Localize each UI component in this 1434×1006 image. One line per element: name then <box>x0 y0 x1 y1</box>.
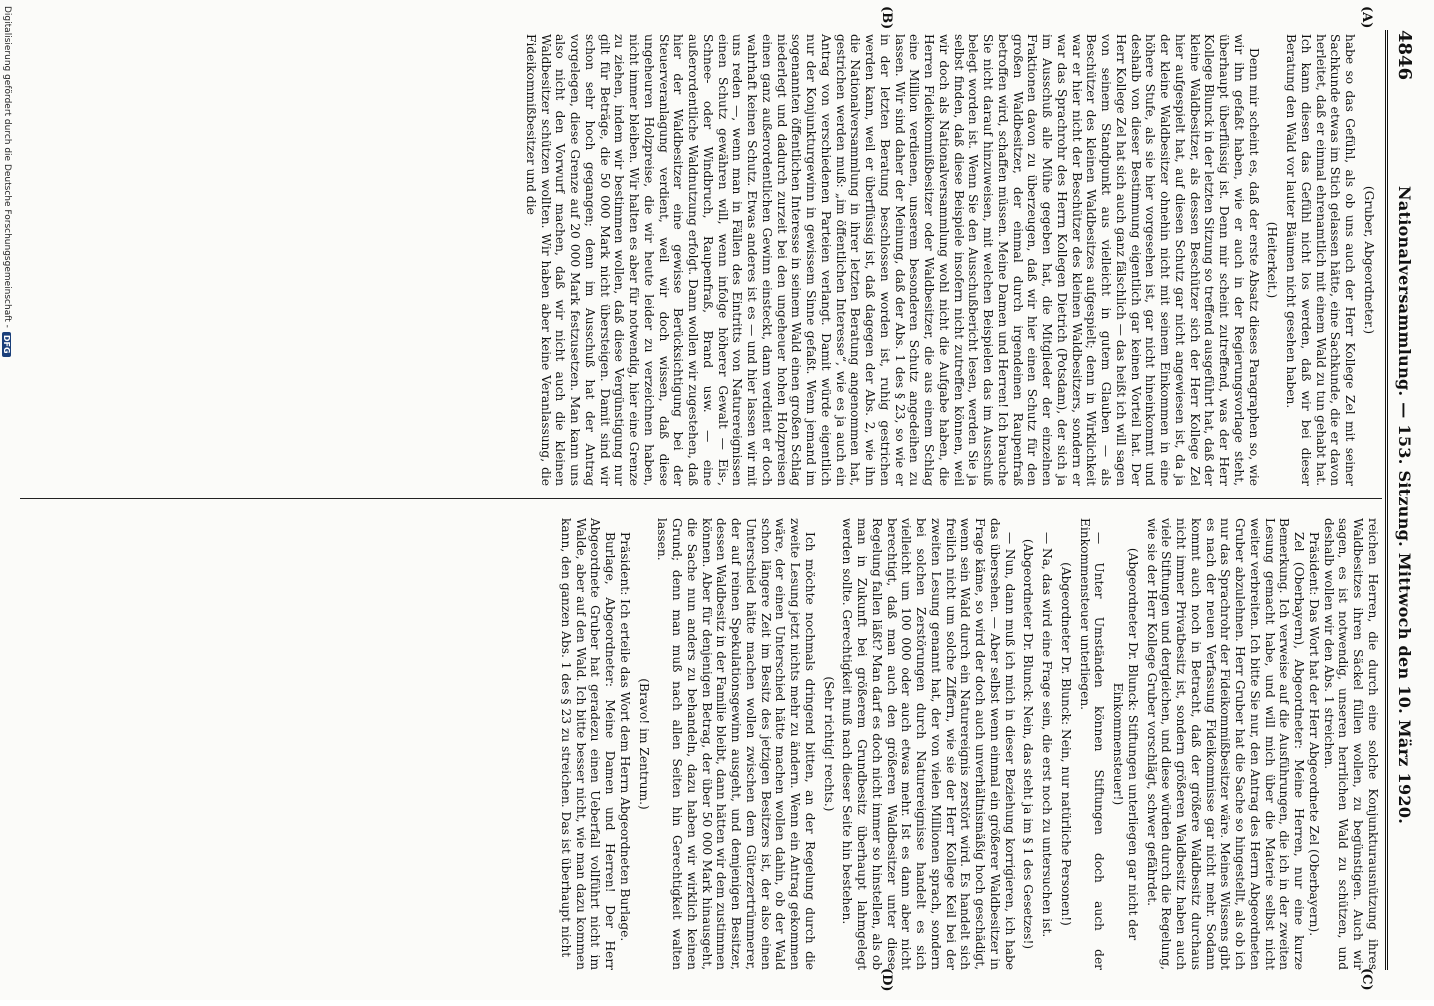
paragraph: — Unter Umständen können Stiftungen doch auch der Einkommensteuer unterliegen. <box>1077 518 1107 970</box>
speech-zel: Zel (Oberbayern), Abgeordneter: Meine Herren, nur eine kurze Bemerkung. Ich verweise auf die Ausführungen, die ich in der zweiten Lesung gemacht habe, und will mich über die Materie selbst nicht weiter verbreiten. Ich bitte Sie nur, den Antrag des Herrn Abgeordneten Gruber abzulehnen. Herr Gruber hat die Sache so hingestellt, als ob ich nur das Sprachrohr der Fideikommißbesitzer wäre. Meines Wissens gibt es nach der neuen Verfassung Fideikommisse gar nicht mehr. Sodann kommt auch noch in Betracht, daß der größere Waldbesitz durchaus nicht immer Privatbesitz ist, sondern größeren Waldbesitz haben auch viele Stiftungen und dergleichen, und diese würden durch die Regelung, wie sie der Herr Kollege Gruber vorschlägt, schwer gefährdet. <box>1144 518 1307 970</box>
president-statement: Präsident: Ich erteile das Wort dem Herrn Abgeordneten Burlage. <box>618 532 632 942</box>
column-divider <box>20 498 1382 499</box>
interjection: (Sehr richtig! rechts.) <box>821 676 836 812</box>
speech-burlage: Burlage, Abgeordneter: Meine Damen und Herren! Der Herr Abgeordnete Gruber hat geradezu einen Ueberfall vollführt nicht im Walde, aber auf den Wald. Ich bitte besser nicht, wie man dazu kommen kann, den ganzen Abs. 1 des § 23 zu streichen. Das ist überhaupt nicht <box>559 518 618 970</box>
margin-letter-b: (B) <box>879 6 894 30</box>
header-rule <box>1385 30 1388 970</box>
interjection: (Bravo! im Zentrum.) <box>636 678 651 810</box>
paragraph: Ich möchte nochmals dringend bitten, an der Regelung durch die zweite Lesung jetzt nichts mehr zu ändern. Wenn ein Antrag gekommen wäre, der einen Unterschied hätte machen wollen dahin, ob der Wald schon längere Zeit im Besitz des jetzigen Besitzers ist, der also einen Unterschied hätte machen wollen zwischen dem Güterzertrümmerer, der auf reinen Spekulationsgewinn ausgeht, und demjenigen Besitzer, dessen Waldbesitz in der Familie bleibt, dann hätten wir dem zustimmen können. Aber für denjenigen Betrag, der über 50 000 Mark hinausgeht, die Sache nun anders zu behandeln, dazu haben wir wirklich keinen Grund; denn man muß nach allen Seiten hin Gerechtigkeit walten lassen. <box>655 518 817 970</box>
paragraph: — Nun, dann muß ich mich in dieser Beziehung korrigieren, ich habe das übersehen. — Aber selbst wenn einmal ein größerer Waldbesitzer in Frage käme, so wird der doch auch unverhältnismäßig hoch geschädigt, wenn sein Wald durch ein Naturereignis zerstört wird. Es handelt sich freilich nicht um solche Ziffern, wie sie der Herr Kollege Keil bei der zweiten Lesung genannt hat, der von vielen Millionen sprach, sondern bei solchen Zerstörungen durch Naturereignisse handelt es sich vielleicht um 100 000 oder auch etwas mehr. Ist es dann aber nicht berechtigt, daß man auch den größeren Waldbesitzer unter diese Regelung fallen läßt? Man darf es doch nicht immer so hinstellen, als ob man in Zukunft bei größerem Grundbesitz überhaupt lahmgelegt werden sollte. Gerechtigkeit muß nach dieser Seite hin bestehen. <box>840 518 1017 970</box>
paragraph: habe so das Gefühl, als ob uns auch der Herr Kollege Zel mit seiner Sachkunde etwas im Stich gelassen hätte, eine Sachkunde, die er davon herleitet, daß er einmal ehrenamtlich mit einem Wald zu tun gehabt hat. Ich kann diesen das Gefühl nicht los werden, daß wir bei dieser Beratung den Wald vor lauter Bäumen nicht gesehen haben. <box>1284 34 1358 486</box>
dfg-logo: DFG <box>3 332 12 357</box>
running-title: Nationalversammlung. — 153. Sitzung. Mittwoch den 10. März 1920. <box>1395 185 1415 825</box>
page-number: 4846 <box>1394 30 1416 81</box>
margin-letter-c: (C) <box>1359 968 1374 991</box>
right-column <box>558 518 1380 970</box>
digitization-credit <box>0 0 14 1006</box>
left-column <box>523 34 1380 486</box>
interjection: (Abgeordneter Dr. Blunck: Stiftungen unterliegen gar nicht der Einkommensteuer!) <box>1111 547 1140 941</box>
interjection: (Abgeordneter Dr. Blunck: Nein, nur natürliche Personen!) <box>1059 562 1073 926</box>
margin-letter-d: (D) <box>879 968 894 992</box>
page-header <box>1392 30 1418 970</box>
paragraph: — Na, das wird eine Frage sein, die erst noch zu untersuchen ist. <box>1040 532 1055 938</box>
speaker-continuation: (Gruber, Abgeordneter.) <box>1362 185 1376 335</box>
interjection: (Abgeordneter Dr. Blunck: Nein, das steht ja im § 1 des Gesetzes!) <box>1021 538 1036 950</box>
paragraph: Denn mir scheint es, daß der erste Absatz dieses Paragraphen so, wie wir ihn gefaßt haben, wie er auch in der Regierungsvorlage steht, überhaupt überflüssig ist. Denn mir scheint zutreffend, was der Herr Kollege Blunck in der letzten Sitzung so treffend ausgeführt hat, daß der kleine Waldbesitzer, als dessen Beschützer sich der Herr Kollege Zel hier aufgespielt hat, auf diesen Schutz gar nicht angewiesen ist, da ja der kleine Waldbesitzer ohnehin nicht mit seinem Einkommen in eine höhere Stufe, als sie hier vorgesehen ist, gar nicht hineinkommt und deshalb von dieser Bestimmung eigentlich gar keinen Vorteil hat. Der Herr Kollege Zel hat sich auch ganz fälschlich — das heißt ich will sagen von seinem Standpunkt aus vielleicht in gutem Glauben — als Beschützer des kleinen Waldbesitzes aufgespielt; denn in Wirklichkeit war er hier nicht der Beschützer des kleinen Waldbesitzers, sondern er war das Sprachrohr des Herrn Kollegen Dietrich (Potsdam), der sich ja im Ausschuß alle Mühe gegeben hat, die Mitglieder der einzelnen Fraktionen davon zu überzeugen, daß wir hier einen Schutz für den großen Waldbesitzer, der einmal durch irgendeinen Raupenfraß betroffen wird, schaffen müssen. Meine Damen und Herren! Ich brauche Sie nicht darauf hinzuweisen, mit welchen Beispielen das im Ausschuß belegt worden ist. Wenn Sie den Ausschußbericht lesen, werden Sie ja selbst finden, daß diese Beispiele insofern nicht zutreffen können, weil wir doch als Nationalversammlung wohl nicht die Aufgabe haben, die Herren Fideikommißbesitzer oder Waldbesitzer, die aus einem Schlag eine Million verdienen, unserem besonderen Schutz angedeihen zu lassen. Wir sind daher der Meinung, daß der Abs. 1 des § 23, so wie er in der letzten Beratung beschlossen worden ist, ruhig gestrichen werden kann, weil er überflüssig ist, daß dagegen der Abs. 2, wie ihn die Nationalversammlung in ihrer letzten Beratung angenommen hat, gestrichen werden muß: „im öffentlichen Interesse“, wie es ja auch ein Antrag von verschiedenen Parteien verlangt. Damit würde eigentlich nur der Konjunkturgewinn in gewissem Sinne gefaßt. Wenn jemand im sogenannten öffentlichen Interesse in seinem Wald einen großen Schlag niederlegt und dadurch zurzeit bei den ungeheuer hohen Holzpreisen einen ganz außerordentlichen Gewinn einsteckt, dann verdient er doch wahrhaft keinen Schutz. Etwas anderes ist es — und hier lassen wir mit uns reden —, wenn man in Fällen des Eintritts von Naturereignissen einen Schutz gewähren will, wenn infolge höherer Gewalt — Eis-, Schnee- oder Windbruch, Raupenfraß, Brand usw. — eine außerordentliche Waldnutzung erfolgt. Dann wollen wir zugestehen, daß hier der Waldbesitzer eine gewisse Berücksichtigung bei der Steuerveranlagung verdient, weil wir doch wissen, daß diese ungeheuren Holzpreise, die wir heute leider zu verzeichnen haben, nicht immer bleiben. Wir halten es aber für notwendig, hier eine Grenze zu ziehen, indem wir bestimmen wollen, daß diese Vergünstigung nur gilt für Beträge, die 50 000 Mark nicht übersteigen. Damit sind wir schon sehr hoch gegangen; denn im Ausschuß hat der Antrag vorgelegen, diese Grenze auf 20 000 Mark festzusetzen. Man kann uns also nicht den Vorwurf machen, daß wir nicht auch die kleinen Waldbesitzer schützen wollten. Wir haben aber keine Veranlassung, die Fideikommißbesitzer und die <box>524 34 1261 486</box>
interjection: (Heiterkeit.) <box>1265 221 1280 299</box>
paragraph: reichen Herren, die durch eine solche Konjunkturausnützung ihres Waldbesitzes ihren Säckel füllen wollen, zu begünstigen. Auch wir sagen, es ist notwendig, unseren herrlichen Wald zu schützen, und deshalb wollen wir den Abs. 1 streichen. <box>1321 518 1380 970</box>
credit-text: Digitalisierung gefördert durch die Deutsche Forschungsgemeinschaft - <box>2 6 12 328</box>
president-statement: Präsident: Das Wort hat der Herr Abgeordnete Zel (Oberbayern). <box>1307 532 1321 937</box>
margin-letter-a: (A) <box>1359 6 1374 29</box>
